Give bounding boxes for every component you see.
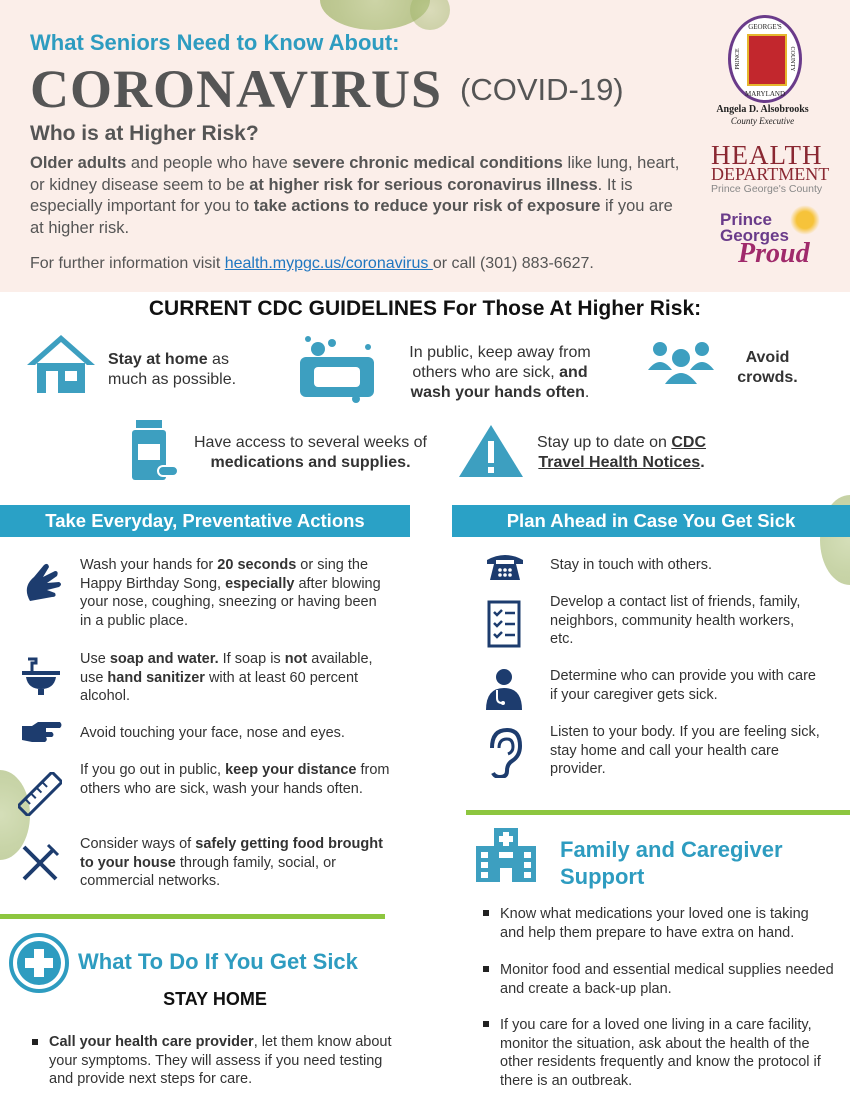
medication-bottle-icon	[130, 420, 180, 482]
sun-icon	[790, 205, 820, 235]
county-executive-name: Angela D. Alsobrooks	[716, 104, 809, 115]
house-icon	[25, 333, 97, 395]
ear-icon	[486, 728, 522, 778]
medical-cross-icon	[8, 932, 70, 994]
family-heading: Family and Caregiver Support	[560, 837, 783, 889]
plan-item-contacts: Develop a contact list of friends, family, neighbors, community health workers, etc.	[550, 594, 801, 647]
sink-icon	[22, 655, 60, 695]
family-bullet-medications: Know what medications your loved one is taking and help them prepare to have extra on hand.	[500, 906, 809, 941]
everyday-item-wash: Wash your hands for 20 seconds or sing the Happy Birthday Song, especially after blowing your nose, coughing, sneezing or having been in a public place.	[80, 557, 381, 629]
stay-home-heading: STAY HOME	[163, 989, 267, 1009]
health-dept-logo-line1: HEALTH	[711, 140, 823, 170]
pg-proud-logo-line2: Georges	[720, 226, 789, 245]
everyday-item-soap: Use soap and water. If soap is not available, use hand sanitizer with at least 60 percent alcohol.	[80, 651, 373, 704]
warning-icon	[458, 424, 524, 478]
page-subtitle: (COVID-19)	[460, 72, 624, 107]
cdc-heading: CURRENT CDC GUIDELINES For Those At Higher Risk:	[148, 297, 702, 320]
page-title: CORONAVIRUS	[30, 59, 443, 119]
hand-sign-icon	[22, 561, 62, 605]
health-dept-logo-line3: Prince George's County	[711, 183, 823, 195]
everyday-item-face: Avoid touching your face, nose and eyes.	[80, 725, 345, 741]
family-bullet-food: Monitor food and essential medical supplies needed and create a back-up plan.	[500, 962, 834, 997]
checklist-icon	[487, 600, 521, 648]
kicker-title: What Seniors Need to Know About:	[30, 30, 400, 55]
bullet-icon	[483, 1021, 489, 1027]
doctor-icon	[484, 668, 524, 710]
cdc-stay-home: Stay at home as much as possible.	[108, 351, 237, 388]
bullet-icon	[483, 966, 489, 972]
cdc-link[interactable]: CDC	[671, 434, 706, 451]
plan-item-touch: Stay in touch with others.	[550, 557, 712, 573]
plan-ahead-heading: Plan Ahead in Case You Get Sick	[452, 505, 850, 537]
info-line: For further information visit health.mypgc.us/coronavirus or call (301) 883-6627.	[30, 255, 594, 272]
risk-paragraph: Older adults and people who have severe chronic medical conditions like lung, heart, or kidney disease seem to be at higher risk for serious coronavirus illness. It is especially important for you to take actions to reduce your risk of exposure if you are at higher risk.	[30, 154, 680, 237]
pg-proud-logo-line3: Proud	[738, 238, 810, 269]
section-divider	[466, 810, 850, 815]
cdc-travel-notices: Stay up to date on CDC Travel Health Notices.	[537, 434, 706, 471]
health-dept-logo-line2: DEPARTMENT	[711, 164, 830, 184]
cdc-avoid-crowds: Avoid crowds.	[737, 349, 798, 386]
telephone-icon	[486, 552, 524, 582]
ruler-icon	[18, 772, 62, 816]
cdc-medications: Have access to several weeks of medications and supplies.	[194, 434, 427, 471]
section-divider	[0, 914, 385, 919]
crowd-icon	[646, 340, 716, 384]
everyday-actions-heading: Take Everyday, Preventative Actions	[0, 505, 410, 537]
sick-heading: What To Do If You Get Sick	[78, 949, 358, 974]
pg-proud-logo-line1: Prince	[720, 210, 772, 229]
cdc-wash-hands: In public, keep away from others who are sick, and wash your hands often.	[409, 344, 591, 401]
fork-knife-icon	[20, 843, 60, 883]
svg-text:COUNTY: COUNTY	[789, 46, 795, 72]
pointing-hand-icon	[22, 720, 62, 744]
coronavirus-link[interactable]: health.mypgc.us/coronavirus	[224, 255, 433, 272]
plan-item-caregiver: Determine who can provide you with care if your caregiver gets sick.	[550, 668, 816, 703]
everyday-item-food: Consider ways of safely getting food brought to your house through family, social, or commercial networks.	[80, 836, 383, 889]
risk-heading: Who is at Higher Risk?	[30, 122, 259, 145]
everyday-item-distance: If you go out in public, keep your distance from others who are sick, wash your hands often.	[80, 762, 390, 797]
hospital-icon	[474, 828, 538, 882]
svg-text:MARYLAND: MARYLAND	[744, 90, 786, 98]
soap-icon	[296, 335, 378, 403]
county-seal-logo	[728, 15, 802, 103]
bullet-icon	[32, 1039, 38, 1045]
travel-notices-link[interactable]: Travel Health Notices	[538, 454, 701, 471]
svg-text:PRINCE: PRINCE	[735, 48, 741, 70]
bullet-icon	[483, 910, 489, 916]
plan-item-body: Listen to your body. If you are feeling sick, stay home and call your health care provider.	[550, 724, 820, 777]
sick-bullet: Call your health care provider, let them know about your symptoms. They will assess if you need testing and provide next steps for care.	[49, 1034, 392, 1087]
county-executive-title: County Executive	[730, 116, 795, 126]
family-bullet-facility: If you care for a loved one living in a care facility, monitor the situation, ask about the health of the other residents frequently and know the protocol if there is an outbreak.	[500, 1017, 821, 1089]
svg-text:GEORGE'S: GEORGE'S	[748, 23, 782, 31]
